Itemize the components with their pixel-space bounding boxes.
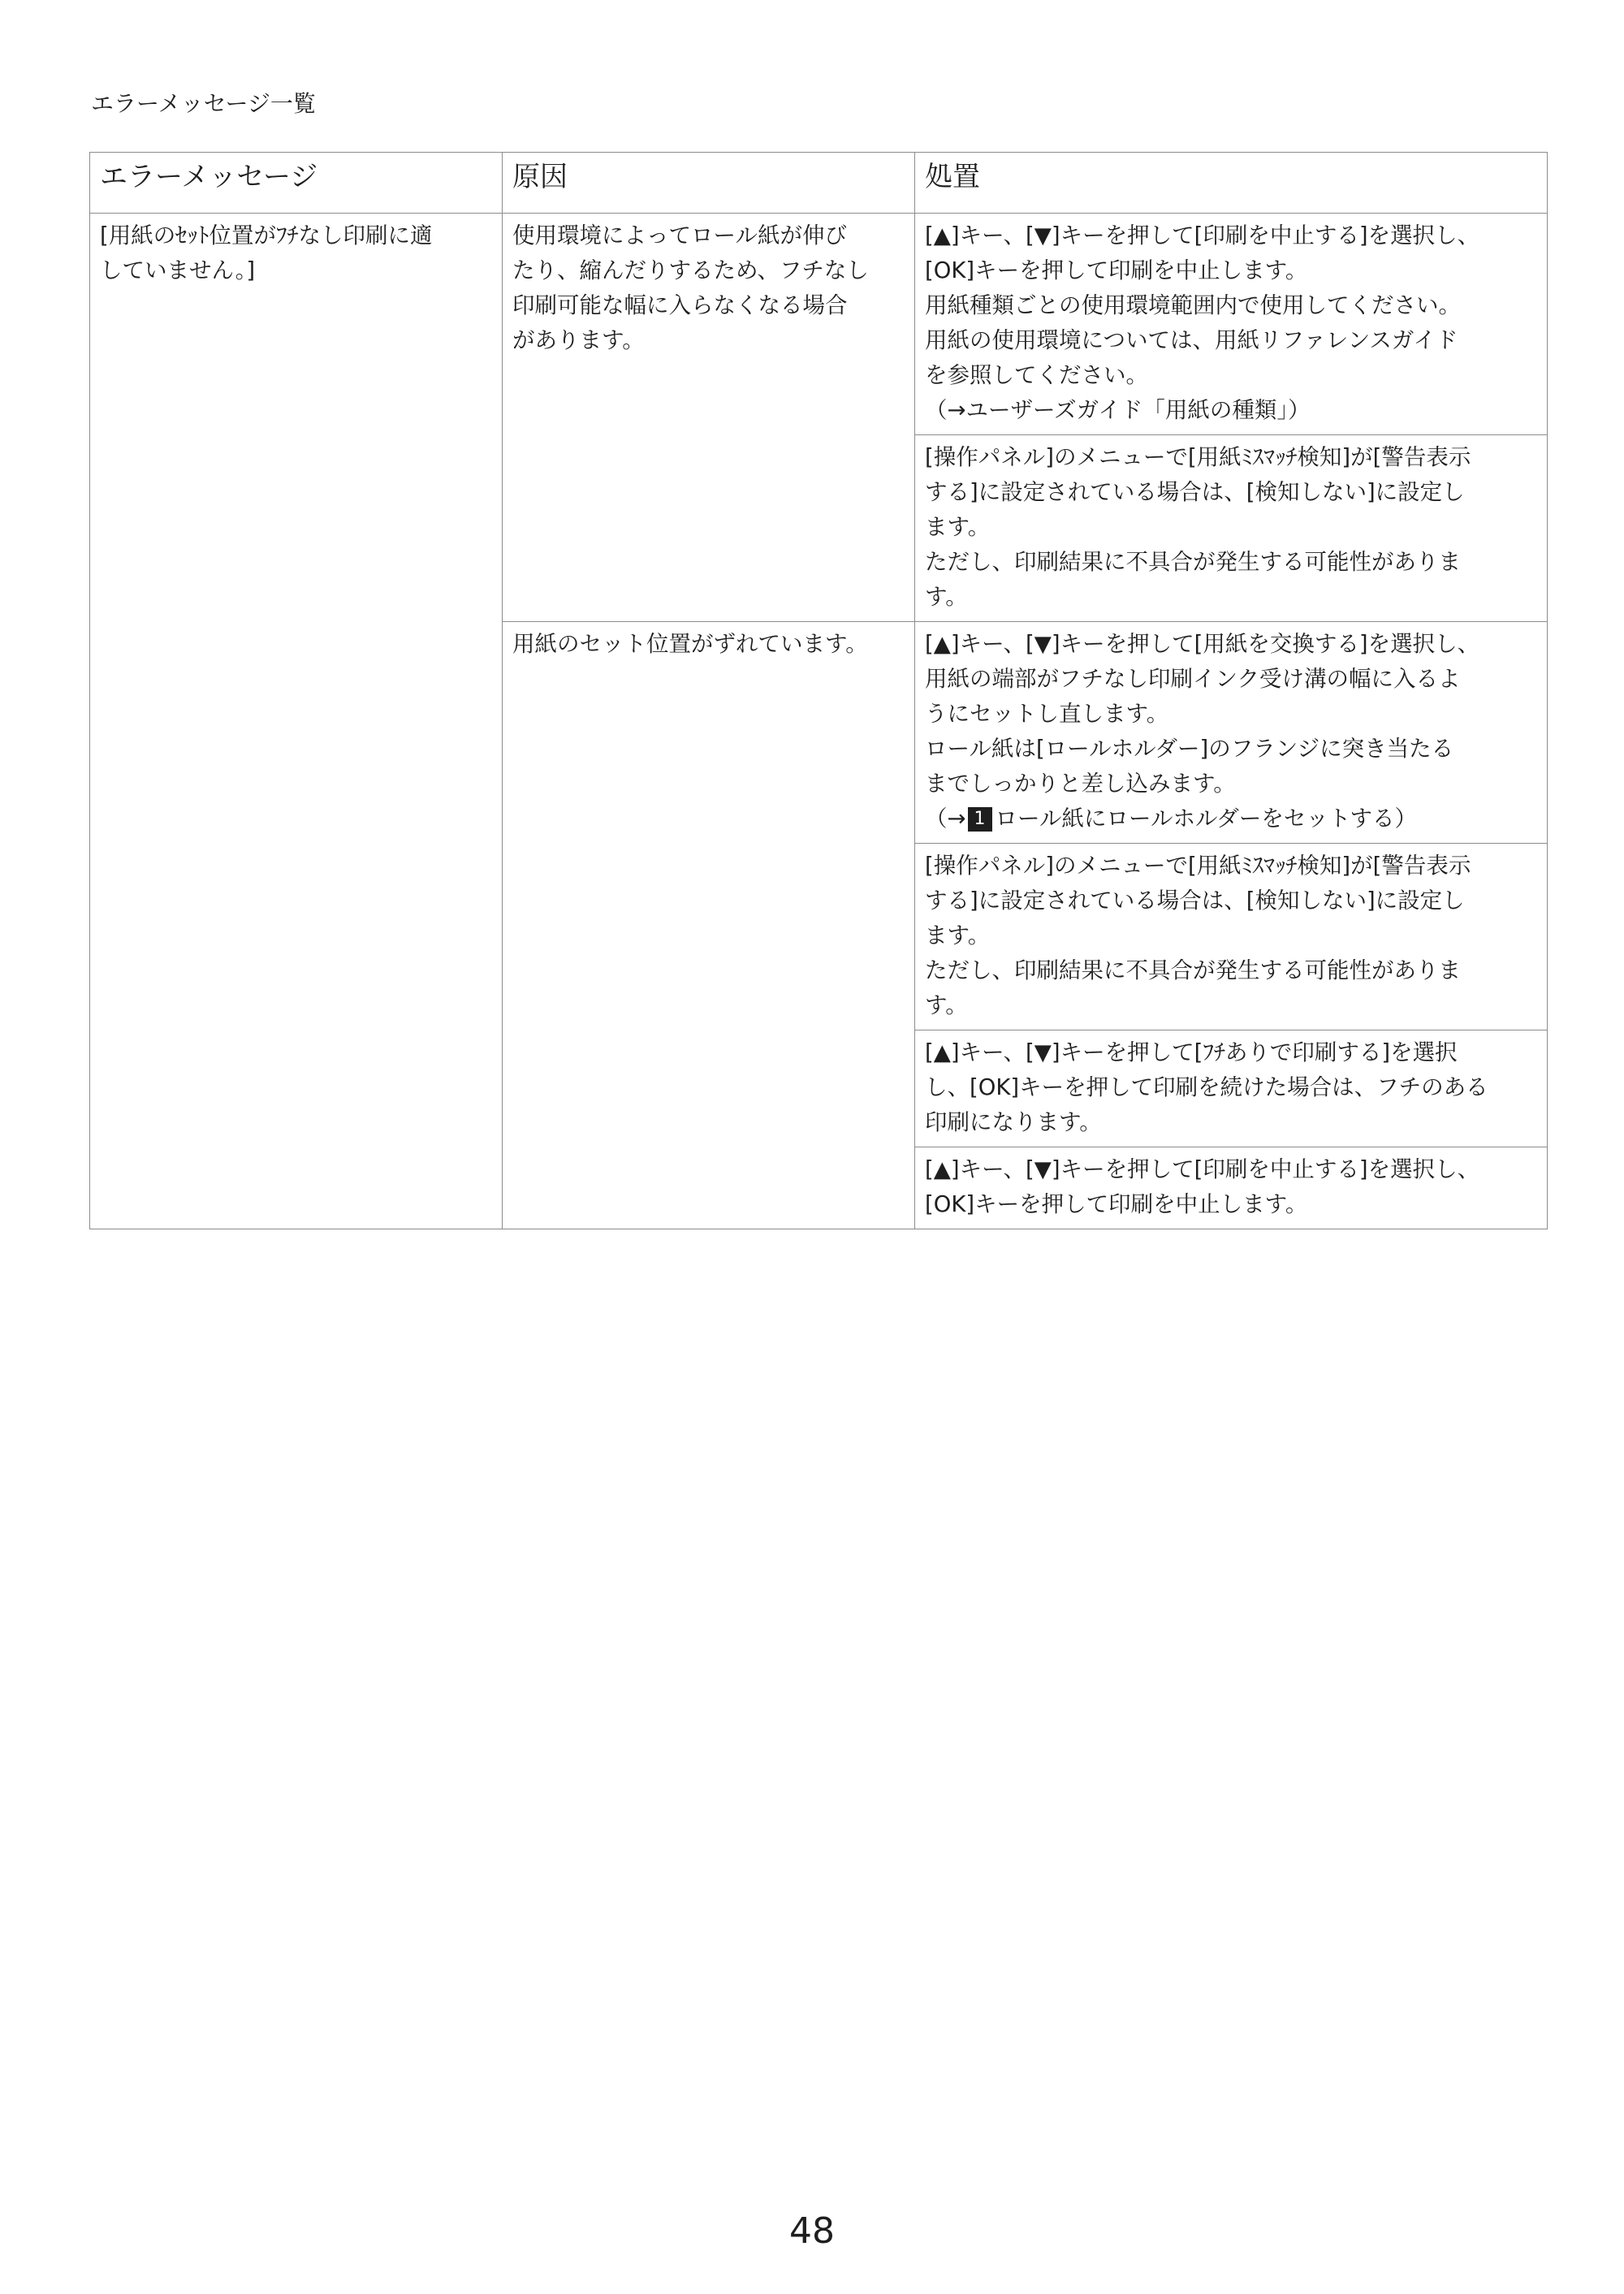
- action-line: うにセットし直します。: [925, 701, 1169, 727]
- action-line: 用紙種類ごとの使用環境範囲内で使用してください。: [925, 292, 1461, 318]
- action-cell: [915, 435, 1548, 622]
- action-line: [▲]キー、[▼]キーを押して[印刷を中止する]を選択し、: [925, 1156, 1480, 1182]
- page-number: 48: [789, 2210, 835, 2252]
- action-line: す。: [925, 584, 968, 610]
- table-header-row: [90, 153, 1548, 214]
- action-line: [OK]キーを押して印刷を中止します。: [925, 1191, 1308, 1217]
- action-line: ます。: [925, 514, 991, 540]
- action-line: までしっかりと差し込みます。: [925, 771, 1236, 797]
- table-row: [90, 214, 1548, 435]
- cause-cell: [503, 214, 915, 622]
- cause-line: があります。: [512, 327, 645, 353]
- header-cause: 原因: [503, 153, 915, 214]
- cause-line: 印刷可能な幅に入らなくなる場合: [512, 292, 848, 318]
- error-message-line: していません。]: [100, 257, 256, 283]
- action-cell: [915, 622, 1548, 844]
- reference-prefix: （→: [925, 806, 966, 832]
- action-line: する]に設定されている場合は、[検知しない]に設定し: [925, 479, 1465, 505]
- action-line: [操作パネル]のメニューで[用紙ﾐｽﾏｯﾁ検知]が[警告表示: [925, 444, 1471, 470]
- action-line: する]に設定されている場合は、[検知しない]に設定し: [925, 888, 1465, 914]
- error-message-cell: [90, 214, 503, 1229]
- action-line: し、[OK]キーを押して印刷を続けた場合は、フチのある: [925, 1074, 1488, 1100]
- cause-line: 用紙のセット位置がずれています。: [512, 631, 868, 657]
- step-number-badge: 1: [968, 807, 992, 832]
- action-line: ロール紙は[ロールホルダー]のフランジに突き当たる: [925, 736, 1454, 762]
- action-line: を参照してください。: [925, 362, 1148, 388]
- header-error-message: エラーメッセージ: [90, 153, 503, 214]
- reference-line: （→ユーザーズガイド「用紙の種類」）: [925, 397, 1311, 423]
- action-cell: [915, 214, 1548, 435]
- action-cell: [915, 1030, 1548, 1147]
- action-line: 用紙の使用環境については、用紙リファレンスガイド: [925, 327, 1458, 353]
- header-action: 処置: [915, 153, 1548, 214]
- action-line: [操作パネル]のメニューで[用紙ﾐｽﾏｯﾁ検知]が[警告表示: [925, 853, 1471, 879]
- cause-cell: [503, 622, 915, 1229]
- action-cell: [915, 1147, 1548, 1229]
- action-cell: [915, 844, 1548, 1030]
- action-line: 印刷になります。: [925, 1109, 1102, 1135]
- error-message-table: [89, 152, 1548, 1229]
- cause-line: 使用環境によってロール紙が伸び: [512, 222, 847, 248]
- action-line: [OK]キーを押して印刷を中止します。: [925, 257, 1308, 283]
- action-line: す。: [925, 992, 968, 1018]
- reference-line: [925, 801, 1537, 836]
- action-line: ただし、印刷結果に不具合が発生する可能性がありま: [925, 549, 1461, 575]
- action-line: ます。: [925, 922, 991, 948]
- action-line: [▲]キー、[▼]キーを押して[印刷を中止する]を選択し、: [925, 222, 1480, 248]
- reference-link-text: ロール紙にロールホルダーをセットする）: [995, 806, 1418, 832]
- action-line: 用紙の端部がフチなし印刷インク受け溝の幅に入るよ: [925, 666, 1461, 692]
- action-line: [▲]キー、[▼]キーを押して[用紙を交換する]を選択し、: [925, 631, 1480, 657]
- error-message-line: [用紙のｾｯﾄ位置がﾌﾁなし印刷に適: [100, 222, 433, 248]
- cause-line: たり、縮んだりするため、フチなし: [512, 257, 869, 283]
- action-line: [▲]キー、[▼]キーを押して[ﾌﾁありで印刷する]を選択: [925, 1039, 1458, 1065]
- action-line: ただし、印刷結果に不具合が発生する可能性がありま: [925, 957, 1461, 983]
- section-title: エラーメッセージ一覧: [91, 90, 316, 117]
